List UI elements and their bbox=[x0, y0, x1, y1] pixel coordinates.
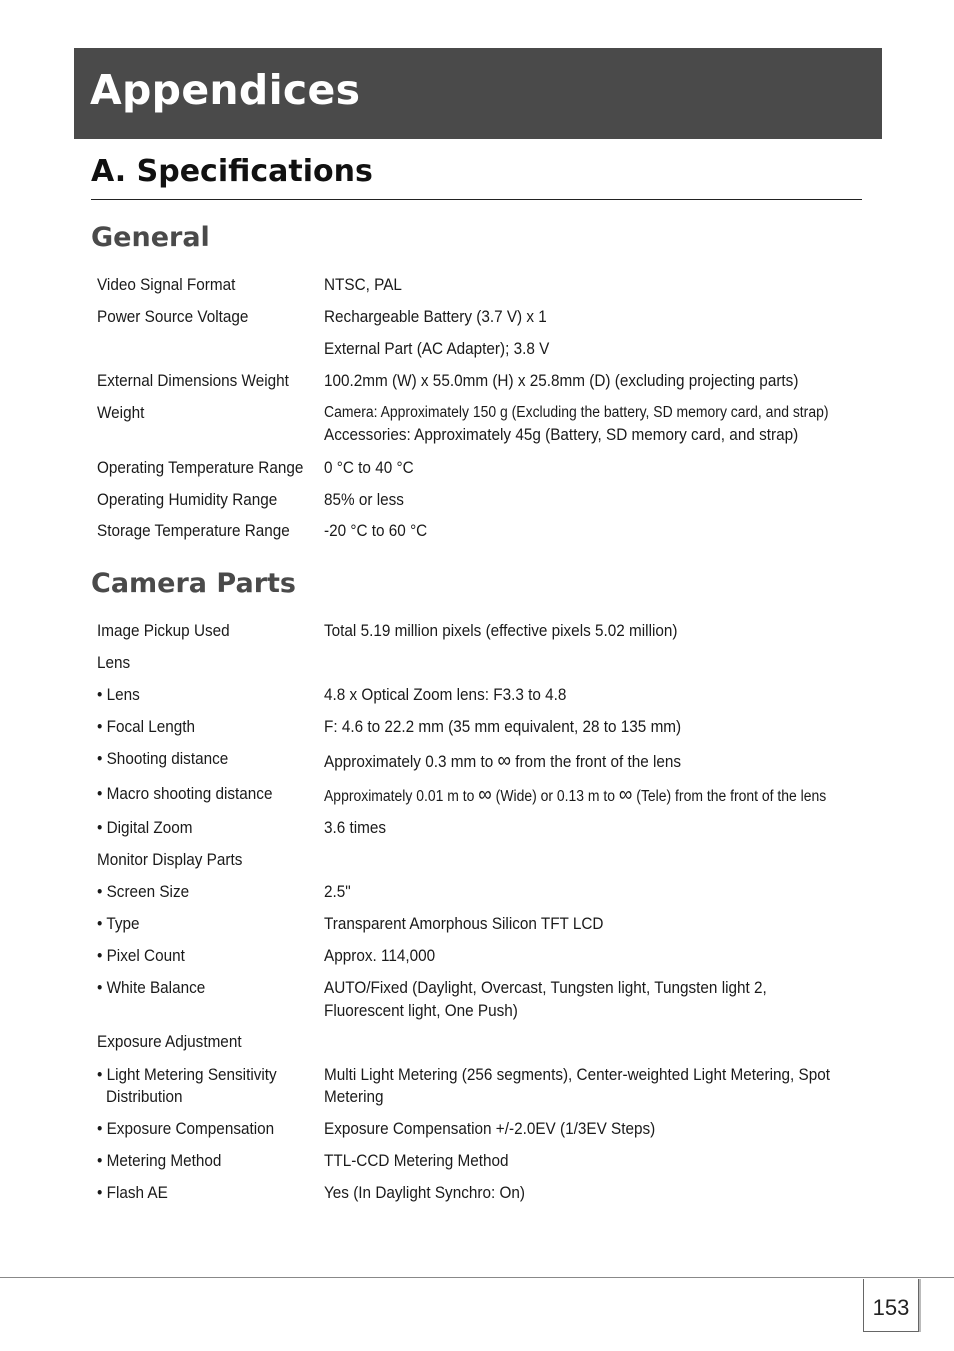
spec-label-shooting-distance: • Shooting distance bbox=[97, 749, 229, 768]
spec-value-digital-zoom: 3.6 times bbox=[324, 818, 387, 837]
spec-group-exposure: Exposure Adjustment bbox=[97, 1032, 242, 1051]
spec-value-pixel-count: Approx. 114,000 bbox=[324, 946, 436, 965]
spec-value-exposure-comp: Exposure Compensation +/-2.0EV (1/3EV Steps) bbox=[324, 1119, 656, 1138]
spec-label-pixel-count: • Pixel Count bbox=[97, 946, 185, 965]
spec-value-weight-2: Accessories: Approximately 45g (Battery, SD memory card, and strap) bbox=[324, 425, 799, 444]
spec-value-focal-length: F: 4.6 to 22.2 mm (35 mm equivalent, 28 to 135 mm) bbox=[324, 717, 682, 736]
spec-label-image-pickup: Image Pickup Used bbox=[97, 621, 230, 640]
spec-value-op-humidity: 85% or less bbox=[324, 490, 404, 509]
spec-value-macro-distance bbox=[324, 783, 827, 808]
spec-value-image-pickup: Total 5.19 million pixels (effective pixels 5.02 million) bbox=[324, 621, 678, 640]
macro-distance-text-c: (Tele) from the front of the lens bbox=[632, 788, 827, 805]
shooting-distance-text-a: Approximately 0.3 mm to bbox=[324, 752, 498, 771]
spec-label-screen-size: • Screen Size bbox=[97, 882, 190, 901]
spec-value-flash-ae: Yes (In Daylight Synchro: On) bbox=[324, 1183, 525, 1202]
spec-value-white-balance-2: Fluorescent light, One Push) bbox=[324, 1001, 518, 1020]
spec-label-focal-length: • Focal Length bbox=[97, 717, 196, 736]
spec-value-shooting-distance bbox=[324, 751, 681, 773]
header-banner bbox=[74, 48, 882, 139]
camera-parts-heading: Camera Parts bbox=[91, 568, 296, 599]
spec-value-light-metering-2: Metering bbox=[324, 1087, 384, 1106]
spec-label-digital-zoom: • Digital Zoom bbox=[97, 818, 193, 837]
spec-value-power-source-1: Rechargeable Battery (3.7 V) x 1 bbox=[324, 307, 547, 326]
spec-label-exposure-comp: • Exposure Compensation bbox=[97, 1119, 275, 1138]
spec-label-op-humidity: Operating Humidity Range bbox=[97, 490, 278, 509]
spec-group-monitor: Monitor Display Parts bbox=[97, 850, 243, 869]
spec-value-dimensions: 100.2mm (W) x 55.0mm (H) x 25.8mm (D) (excluding projecting parts) bbox=[324, 371, 799, 390]
spec-value-type: Transparent Amorphous Silicon TFT LCD bbox=[324, 914, 604, 933]
spec-label-storage-temp: Storage Temperature Range bbox=[97, 521, 290, 540]
spec-label-power-source: Power Source Voltage bbox=[97, 307, 249, 326]
spec-label-macro-distance: • Macro shooting distance bbox=[97, 784, 273, 803]
spec-label-weight: Weight bbox=[97, 403, 145, 422]
spec-value-video-signal: NTSC, PAL bbox=[324, 275, 402, 294]
spec-label-lens: • Lens bbox=[97, 685, 140, 704]
spec-value-metering-method: TTL-CCD Metering Method bbox=[324, 1151, 509, 1170]
spec-value-power-source-2: External Part (AC Adapter); 3.8 V bbox=[324, 339, 550, 358]
infinity-symbol: ∞ bbox=[618, 783, 633, 806]
infinity-symbol: ∞ bbox=[497, 749, 511, 772]
spec-label-flash-ae: • Flash AE bbox=[97, 1183, 168, 1202]
spec-label-op-temp: Operating Temperature Range bbox=[97, 458, 304, 477]
macro-distance-text-a: Approximately 0.01 m to bbox=[324, 788, 479, 805]
spec-value-op-temp: 0 °C to 40 °C bbox=[324, 458, 414, 477]
macro-distance-text-b: (Wide) or 0.13 m to bbox=[491, 788, 619, 805]
spec-label-dimensions: External Dimensions Weight bbox=[97, 371, 289, 390]
spec-value-screen-size: 2.5" bbox=[324, 882, 351, 901]
section-divider bbox=[91, 199, 862, 200]
spec-label-type: • Type bbox=[97, 914, 140, 933]
spec-label-light-metering-2: Distribution bbox=[106, 1087, 183, 1106]
general-heading: General bbox=[91, 222, 210, 253]
page-number: 153 bbox=[872, 1295, 910, 1320]
footer-divider bbox=[0, 1277, 954, 1278]
spec-value-light-metering-1: Multi Light Metering (256 segments), Center-weighted Light Metering, Spot bbox=[324, 1065, 831, 1084]
spec-label-video-signal: Video Signal Format bbox=[97, 275, 236, 294]
spec-value-weight-1: Camera: Approximately 150 g (Excluding the battery, SD memory card, and strap) bbox=[324, 404, 829, 421]
infinity-symbol: ∞ bbox=[478, 783, 492, 806]
spec-label-metering-method: • Metering Method bbox=[97, 1151, 222, 1170]
spec-group-lens: Lens bbox=[97, 653, 131, 672]
spec-value-lens: 4.8 x Optical Zoom lens: F3.3 to 4.8 bbox=[324, 685, 567, 704]
spec-label-light-metering-1: • Light Metering Sensitivity bbox=[97, 1065, 277, 1084]
section-title: A. Specifications bbox=[91, 154, 373, 189]
spec-value-white-balance-1: AUTO/Fixed (Daylight, Overcast, Tungsten light, Tungsten light 2, bbox=[324, 978, 767, 997]
shooting-distance-text-b: from the front of the lens bbox=[510, 752, 682, 771]
page-title: Appendices bbox=[90, 66, 361, 114]
spec-label-white-balance: • White Balance bbox=[97, 978, 206, 997]
page-number-box bbox=[863, 1279, 919, 1332]
spec-value-storage-temp: -20 °C to 60 °C bbox=[324, 521, 428, 540]
